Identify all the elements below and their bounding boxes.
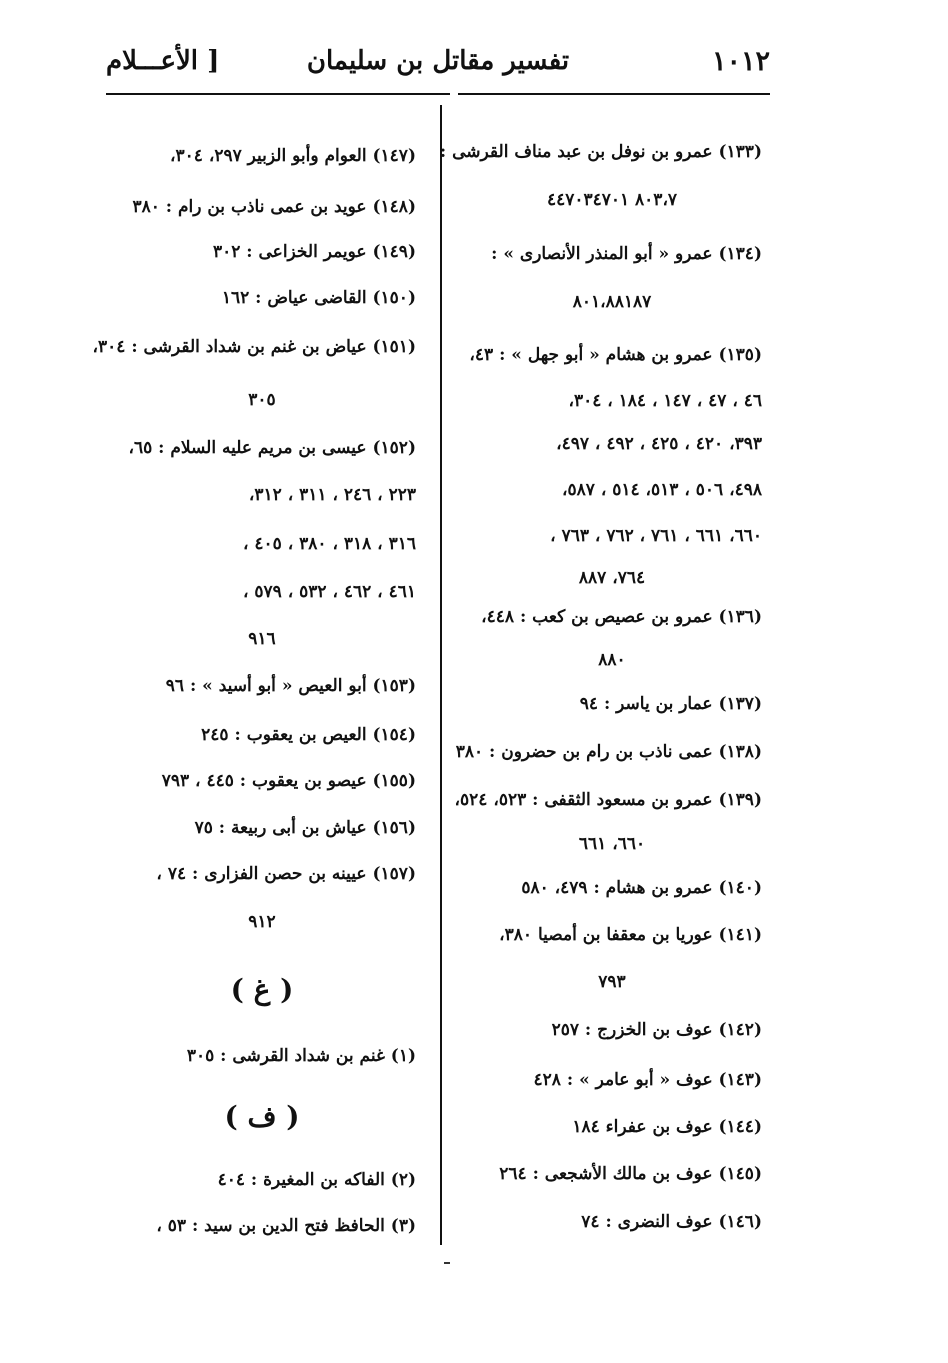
- index-entry-continuation: ٤٦١ ، ٤٦٢ ، ٥٣٢ ، ٥٧٩ ،: [242, 582, 416, 602]
- index-entry: (١٥٠) القاضى عياض : ١٦٢: [221, 288, 416, 308]
- index-entry-continuation: ٤٩٨، ٥٠٦ ، ٥١٣، ٥١٤ ، ٥٨٧،: [562, 480, 762, 500]
- index-entry-continuation: ٧٩٣: [598, 972, 626, 992]
- index-entry: (١٤٠) عمرو بن هشام : ٤٧٩، ٥٨٠: [521, 878, 762, 898]
- index-entry: (٢) الفاكه بن المغيرة : ٤٠٤: [217, 1170, 416, 1190]
- index-entry-continuation: ٤٦ ، ٤٧ ، ١٤٧ ، ١٨٤ ، ٣٠٤،: [568, 391, 762, 411]
- index-entry: (١٥١) عياض بن غنم بن شداد القرشى : ٣٠٤،: [92, 337, 416, 357]
- index-entry: (١٥٥) عيصو بن يعقوب : ٤٤٥ ، ٧٩٣: [161, 771, 416, 791]
- index-entry: (١٤٥) عوف بن مالك الأشجعى : ٢٦٤: [499, 1164, 762, 1184]
- index-entry-continuation: ٨٨٠: [598, 650, 626, 670]
- index-entry: (٣) الحافظ فتح الدين بن سيد : ٥٣ ،: [156, 1216, 416, 1236]
- index-entry: (١٣٦) عمرو بن عصيص بن كعب : ٤٤٨،: [481, 607, 762, 627]
- letter-heading-ghain: ( غ ): [230, 973, 294, 1006]
- index-entry-continuation: ٣٠٥: [248, 390, 276, 410]
- index-entry: (١٥٤) العيص بن يعقوب : ٢٤٥: [201, 725, 416, 745]
- index-entry: (١٤٨) عويد بن عمى ناذب بن رام : ٣٨٠: [132, 197, 416, 217]
- index-entry-continuation: ٧٦٤، ٨٨٧: [578, 568, 646, 588]
- index-entry-continuation: ٦٦٠، ٦٦١ ، ٧٦١ ، ٧٦٢ ، ٧٦٣ ،: [550, 526, 762, 546]
- divider-tick: [444, 1262, 450, 1264]
- index-entry-continuation: ٩١٦: [248, 629, 276, 649]
- page-number: ١٠١٢: [711, 46, 770, 77]
- letter-heading-fa: ( ف ): [224, 1100, 300, 1133]
- index-entry: (١٤١) عوريا بن معقفا بن أمصيا ٣٨٠،: [499, 925, 762, 945]
- page-header: [106, 46, 770, 90]
- index-entry: (١٣٤) عمرو « أبو المنذر الأنصارى » :: [491, 244, 762, 264]
- index-entry: (١٥٣) أبو العيص « أبو أسيد » : ٩٦: [165, 676, 416, 696]
- index-entry-continuation: ٢٢٣ ، ٢٤٦ ، ٣١١ ، ٣١٢،: [248, 485, 416, 505]
- index-entry: (١٥٧) عيينه بن حصن الفزارى : ٧٤ ،: [156, 864, 416, 884]
- index-entry: (١٤٦) عوف النضرى : ٧٤: [581, 1212, 762, 1232]
- header-rule-left: [106, 93, 450, 95]
- index-entry-continuation: ٣١٦ ، ٣١٨ ، ٣٨٠ ، ٤٠٥ ،: [242, 534, 416, 554]
- index-entry: (١٤٢) عوف بن الخزرج : ٢٥٧: [551, 1020, 762, 1040]
- index-entry-continuation: ٨٠٣،٧ ٤٤٧٠٣٤٧٠١: [546, 190, 678, 210]
- index-entry: (١٣٧) عمار بن ياسر : ٩٤: [579, 694, 762, 714]
- index-entry: (١٤٣) عوف « أبو عامر » : ٤٢٨: [533, 1070, 762, 1090]
- index-entry: (١٥٦) عياش بن أبى ربيعة : ٧٥: [194, 818, 416, 838]
- index-entry: (١٤٩) عويمر الخزاعى : ٣٠٢: [212, 242, 416, 262]
- book-title: تفسير مقاتل بن سليمان: [306, 46, 570, 76]
- index-entry: (١٣٣) عمرو بن نوفل بن عبد مناف القرشى :: [439, 142, 762, 162]
- index-entry-continuation: ٦٦٠، ٦٦١: [578, 834, 646, 854]
- index-entry-continuation: ٨٠١،٨٨١٨٧: [572, 292, 652, 312]
- column-divider: [440, 105, 442, 1245]
- index-entry: (١٣٨) عمى ناذب بن رام بن حضرون : ٣٨٠: [455, 742, 762, 762]
- index-entry: (١٤٤) عوف بن عفراء ١٨٤: [572, 1117, 762, 1137]
- index-entry: (١٣٥) عمرو بن هشام « أبو جهل » : ٤٣،: [469, 345, 762, 365]
- index-entry-continuation: ٣٩٣، ٤٢٠ ، ٤٢٥ ، ٤٩٢ ، ٤٩٧،: [556, 434, 762, 454]
- index-entry: (١٤٧) العوام وأبو الزبير ٢٩٧، ٣٠٤،: [170, 146, 416, 166]
- index-entry: (١٥٢) عيسى بن مريم عليه السلام : ٦٥،: [128, 438, 416, 458]
- header-rule-right: [458, 93, 770, 95]
- index-entry-continuation: ٩١٢: [248, 912, 276, 932]
- index-entry: (١٣٩) عمرو بن مسعود الثقفى : ٥٢٣، ٥٢٤،: [454, 790, 762, 810]
- section-title: [ الأعـــلام: [106, 46, 220, 76]
- index-entry: (١) غنم بن شداد القرشى : ٣٠٥: [186, 1046, 416, 1066]
